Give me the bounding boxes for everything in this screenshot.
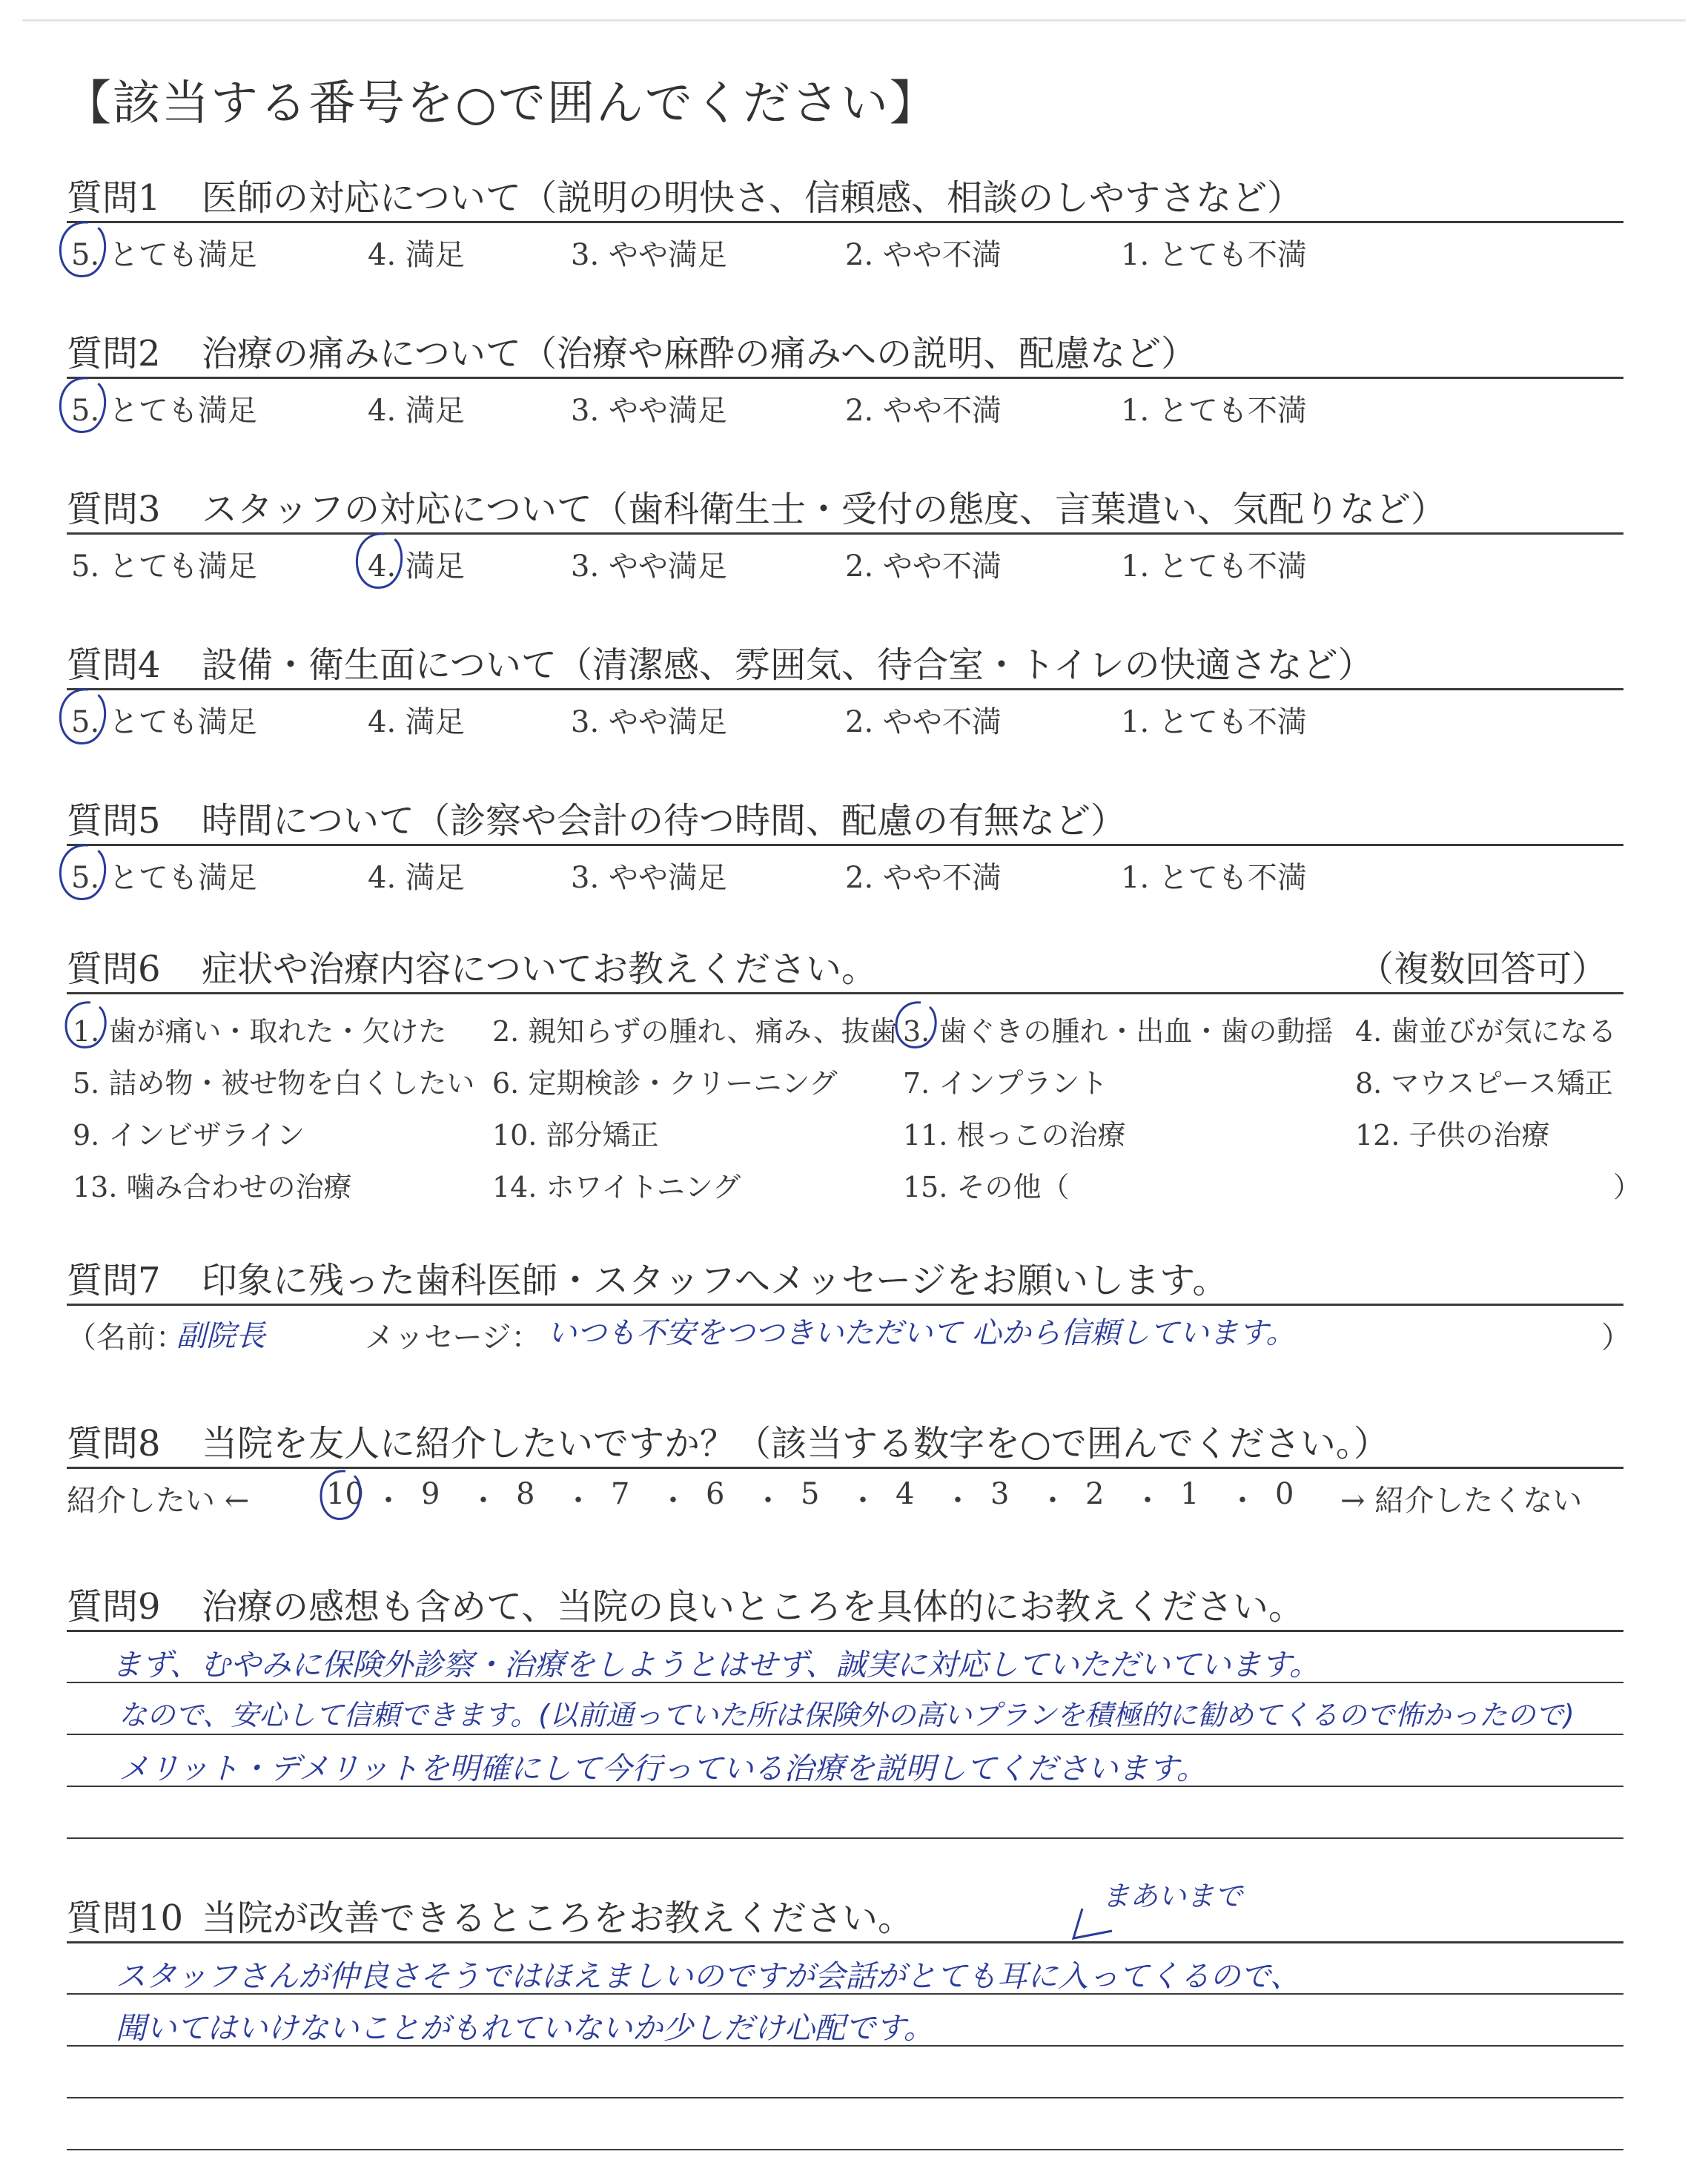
q8-left-label: 紹介したい ← <box>67 1484 250 1518</box>
q8-label: 質問8 <box>67 1423 161 1464</box>
q2-option[interactable]: 5. とても満足 <box>71 394 257 428</box>
top-edge-line <box>22 19 1686 22</box>
q8-right-label: → 紹介したくない <box>1340 1484 1583 1518</box>
q6-other-close: ） <box>1613 1171 1642 1203</box>
q3-text: スタッフの対応について（歯科衛生士・受付の態度、言葉遣い、気配りなど） <box>202 489 1447 530</box>
q2-option[interactable]: 4. 満足 <box>368 394 465 428</box>
q9-answer-line[interactable]: メリット・デメリットを明確にして今行っている治療を説明してくださいます。 <box>119 1751 1207 1786</box>
q8-scale-value[interactable]: 3 <box>990 1477 1010 1511</box>
q6-option[interactable]: 14. ホワイトニング <box>492 1171 741 1203</box>
q2-text: 治療の痛みについて（治療や麻酔の痛みへの説明、配慮など） <box>202 333 1197 374</box>
q6-note: （複数回答可） <box>1358 948 1608 990</box>
q1-option[interactable]: 3. やや満足 <box>571 238 727 272</box>
q7-rule <box>67 1304 1623 1306</box>
q3-option[interactable]: 4. 満足 <box>368 549 465 584</box>
q2-rule <box>67 377 1623 379</box>
q3-label: 質問3 <box>67 489 161 530</box>
q8-separator: ・ <box>848 1484 878 1518</box>
q10-text: 当院が改善できるところをお教えください。 <box>202 1898 914 1939</box>
q4-option[interactable]: 3. やや満足 <box>571 705 727 739</box>
q5-option[interactable]: 5. とても満足 <box>71 861 257 895</box>
q8-scale-value[interactable]: 10 <box>326 1477 364 1511</box>
q3-option[interactable]: 5. とても満足 <box>71 549 257 584</box>
q4-option[interactable]: 2. やや不満 <box>845 705 1002 739</box>
q2-option[interactable]: 1. とても不満 <box>1121 394 1307 428</box>
q5-text: 時間について（診察や会計の待つ時間、配慮の有無など） <box>202 800 1127 842</box>
q6-option[interactable]: 9. インビザライン <box>73 1119 305 1152</box>
q8-separator: ・ <box>943 1484 973 1518</box>
q8-scale-value[interactable]: 6 <box>706 1477 725 1511</box>
q1-option[interactable]: 4. 満足 <box>368 238 465 272</box>
q2-label: 質問2 <box>67 333 161 374</box>
q7-close-paren: ） <box>1601 1321 1631 1355</box>
q8-separator: ・ <box>469 1484 498 1518</box>
q9-line-2 <box>67 1734 1623 1735</box>
q10-label: 質問10 <box>67 1898 184 1939</box>
q7-text: 印象に残った歯科医師・スタッフへメッセージをお願いします。 <box>202 1260 1228 1301</box>
q1-option[interactable]: 1. とても不満 <box>1121 238 1307 272</box>
q9-label: 質問9 <box>67 1586 161 1628</box>
q7-label: 質問7 <box>67 1260 161 1301</box>
q7-name-label: （名前： <box>67 1321 185 1355</box>
q6-option[interactable]: 6. 定期検診・クリーニング <box>492 1067 838 1100</box>
q8-scale-value[interactable]: 2 <box>1085 1477 1105 1511</box>
q4-option[interactable]: 4. 満足 <box>368 705 465 739</box>
q9-answer-line[interactable]: まず、むやみに保険外診察・治療をしようとはせず、誠実に対応していただいています。 <box>111 1647 1320 1682</box>
q6-option[interactable]: 5. 詰め物・被せ物を白くしたい <box>73 1067 475 1100</box>
q6-option[interactable]: 11. 根っこの治療 <box>903 1119 1126 1152</box>
q1-text: 医師の対応について（説明の明快さ、信頼感、相談のしやすさなど） <box>202 177 1303 219</box>
q4-rule <box>67 688 1623 690</box>
q7-message-label: メッセージ： <box>365 1321 541 1355</box>
q9-line-4 <box>67 1837 1623 1839</box>
q4-label: 質問4 <box>67 644 161 686</box>
q10-rule <box>67 1941 1623 1943</box>
q6-label: 質問6 <box>67 948 161 990</box>
q6-option[interactable]: 2. 親知らずの腫れ、痛み、抜歯 <box>492 1015 898 1048</box>
q1-option[interactable]: 5. とても満足 <box>71 238 257 272</box>
q5-option[interactable]: 1. とても不満 <box>1121 861 1307 895</box>
q6-option[interactable]: 7. インプラント <box>903 1067 1108 1100</box>
page-title: 【該当する番号を○で囲んでください】 <box>64 76 939 131</box>
q8-separator: ・ <box>1133 1484 1162 1518</box>
q3-option[interactable]: 1. とても不満 <box>1121 549 1307 584</box>
q6-option[interactable]: 13. 噛み合わせの治療 <box>73 1171 352 1203</box>
q7-message-value[interactable]: いつも不安をつつきいただいて 心から信頼しています。 <box>547 1316 1296 1350</box>
q8-scale-value[interactable]: 8 <box>516 1477 535 1511</box>
q3-rule <box>67 532 1623 535</box>
q9-answer-line[interactable]: なので、安心して信頼できます。(以前通っていた所は保険外の高いプランを積極的に勧めてくるので怖かったので) <box>119 1699 1575 1731</box>
q6-option[interactable]: 10. 部分矯正 <box>492 1119 659 1152</box>
q8-scale-value[interactable]: 5 <box>801 1477 820 1511</box>
q8-scale-value[interactable]: 0 <box>1275 1477 1294 1511</box>
q3-option[interactable]: 2. やや不満 <box>845 549 1002 584</box>
q4-option[interactable]: 1. とても不満 <box>1121 705 1307 739</box>
q4-option[interactable]: 5. とても満足 <box>71 705 257 739</box>
q1-label: 質問1 <box>67 177 161 219</box>
q5-rule <box>67 844 1623 846</box>
q8-separator: ・ <box>563 1484 593 1518</box>
q10-line-4 <box>67 2149 1623 2150</box>
q8-text: 当院を友人に紹介したいですか？（該当する数字を○で囲んでください。） <box>202 1423 1389 1464</box>
q5-option[interactable]: 4. 満足 <box>368 861 465 895</box>
q5-option[interactable]: 3. やや満足 <box>571 861 727 895</box>
q2-option[interactable]: 2. やや不満 <box>845 394 1002 428</box>
q1-option[interactable]: 2. やや不満 <box>845 238 1002 272</box>
q6-rule <box>67 992 1623 994</box>
q9-rule <box>67 1630 1623 1632</box>
q6-option[interactable]: 8. マウスピース矯正 <box>1355 1067 1613 1100</box>
q8-rule <box>67 1467 1623 1469</box>
q8-scale-value[interactable]: 9 <box>421 1477 440 1511</box>
q5-option[interactable]: 2. やや不満 <box>845 861 1002 895</box>
q6-option[interactable]: 4. 歯並びが気になる <box>1355 1015 1617 1048</box>
q8-separator: ・ <box>1228 1484 1257 1518</box>
q6-option[interactable]: 15. その他（ <box>903 1171 1070 1203</box>
q1-rule <box>67 221 1623 223</box>
q10-answer-line[interactable]: スタッフさんが仲良さそうではほえましいのですが会話がとても耳に入ってくるので、 <box>116 1958 1301 1994</box>
q6-option[interactable]: 1. 歯が痛い・取れた・欠けた <box>73 1015 447 1048</box>
q10-line-3 <box>67 2097 1623 2098</box>
q6-option[interactable]: 12. 子供の治療 <box>1355 1119 1550 1152</box>
q9-text: 治療の感想も含めて、当院の良いところを具体的にお教えください。 <box>202 1586 1305 1628</box>
q8-separator: ・ <box>374 1484 403 1518</box>
q3-option[interactable]: 3. やや満足 <box>571 549 727 584</box>
q4-text: 設備・衛生面について（清潔感、雰囲気、待合室・トイレの快適さなど） <box>202 644 1374 686</box>
q2-option[interactable]: 3. やや満足 <box>571 394 727 428</box>
q8-scale-value[interactable]: 4 <box>896 1477 915 1511</box>
q10-insert-note[interactable]: まあいまで <box>1102 1880 1243 1912</box>
q8-separator: ・ <box>658 1484 688 1518</box>
q8-scale-value[interactable]: 1 <box>1180 1477 1199 1511</box>
q7-name-value[interactable]: 副院長 <box>176 1319 265 1353</box>
q8-separator: ・ <box>753 1484 783 1518</box>
q10-answer-line[interactable]: 聞いてはいけないことがもれていないか少しだけ心配です。 <box>116 2010 934 2046</box>
q6-text: 症状や治療内容についてお教えください。 <box>202 948 878 990</box>
q6-option[interactable]: 3. 歯ぐきの腫れ・出血・歯の動揺 <box>903 1015 1334 1048</box>
q5-label: 質問5 <box>67 800 161 842</box>
q8-separator: ・ <box>1038 1484 1068 1518</box>
q8-scale-value[interactable]: 7 <box>611 1477 630 1511</box>
